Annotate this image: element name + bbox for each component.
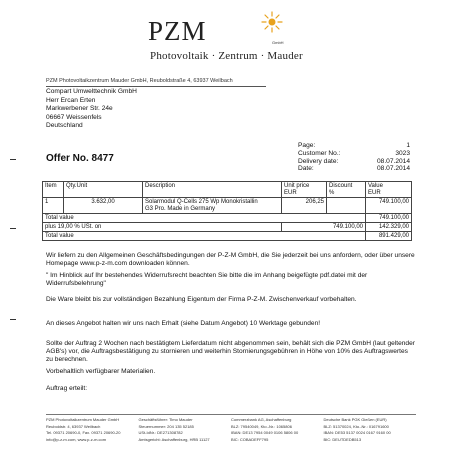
footer-line: Commerzbank AG, Aschaffenburg <box>231 417 292 422</box>
footer-line: IBAN: DE53 5137 0024 0167 9160 00 <box>323 430 391 436</box>
grand-total-value: 891.429,00 <box>366 232 412 241</box>
cell-value: 749.100,00 <box>366 198 412 214</box>
cell-description <box>143 198 282 214</box>
footer-line: BLZ: 79540049, Kto.-Nr.: 1065806 <box>231 423 292 429</box>
vat-label: plus 19,00 % USt. on <box>43 223 282 232</box>
sender-address-line: PZM Photovoltaikzentrum Mauder GmbH, Reuboldstraße 4, 63937 Weilbach <box>46 78 233 84</box>
meta-value: 08.07.2014 <box>376 157 410 165</box>
value-currency: EUR <box>368 189 381 196</box>
footer-line: Steuernummer: 204 135 52185 <box>138 423 194 429</box>
meta-value: 1 <box>406 142 410 149</box>
table-total-row <box>43 214 412 223</box>
ownership-paragraph: Die Ware bleibt bis zur vollständigen Bezahlung Eigentum der Firma P-Z-M. Zwischenverkauf vorbehalten. <box>46 296 357 303</box>
meta-value: 3023 <box>395 149 410 157</box>
description-line: G3 Pro. Made in Germany <box>145 205 216 212</box>
fold-mark <box>10 319 16 320</box>
value-label: Value <box>368 182 383 189</box>
cell-unit-price: 206,25 <box>282 198 327 214</box>
cell-item: 1 <box>43 198 64 214</box>
fold-mark <box>10 159 16 160</box>
footer-line: BIC: COBADEFF795 <box>231 436 269 442</box>
logo-gmbh: GmbH <box>272 40 284 45</box>
footer-line: info@p-z-m.com, www.p-z-m.com <box>46 436 107 442</box>
items-table <box>42 181 412 241</box>
footer-line: Amtsgericht: Aschaffenburg, HRB 11127 <box>138 436 210 442</box>
table-row <box>43 198 412 214</box>
meta-label: Customer No.: <box>298 149 341 157</box>
footer-line: USt-IdNr.: DE271308782 <box>138 430 183 436</box>
footer-line: Tel. 09371 20690-0, Fax. 09371 20690-20 <box>46 430 121 436</box>
vat-base: 749.100,00 <box>282 223 366 232</box>
company-logo-text: PZM <box>148 16 207 46</box>
cell-discount <box>327 198 366 214</box>
total-label: Total value <box>43 214 366 223</box>
cancellation-paragraph: Sollte der Auftrag 2 Wochen nach bestätigtem Lieferdatum nicht abgenommen sein, behält sich die PZM GmbH (laut geltender AGB's) vor, die Auftragsbestätigung zu stornieren und weiterhin Stornierungsgebühren in Höhe von 10% des Auftragswertes zu berechnen. <box>46 340 415 363</box>
recipient-line: Herr Ercan Erten <box>46 96 96 104</box>
col-header-item: Item <box>43 182 64 198</box>
meta-label: Date: <box>298 165 314 173</box>
meta-row-delivery <box>298 158 410 166</box>
col-header-description: Description <box>143 182 282 198</box>
footer-bank-2 <box>324 417 417 443</box>
recipient-line: Compart Umwelttechnik GmbH <box>46 88 137 95</box>
withdrawal-paragraph: " Im Hinblick auf Ihr bestehendes Widerrufsrecht beachten Sie bitte die im Anhang beigefügte pdf.datei mit der Widerrufsbelehrung" <box>46 272 368 287</box>
company-tagline: Photovoltaik · Zentrum · Mauder <box>150 50 303 62</box>
order-granted-label: Auftrag erteilt: <box>46 385 88 392</box>
footer-management <box>139 417 232 443</box>
table-header-row <box>43 182 412 198</box>
col-header-unit-price <box>282 182 327 198</box>
sender-divider <box>46 86 266 87</box>
discount-label: Discount <box>329 182 353 189</box>
meta-label: Page: <box>298 142 316 149</box>
description-line: Solarmodul Q-Cells 275 Wp Monokristallin <box>145 198 258 205</box>
sun-logo-icon <box>260 10 284 34</box>
footer-line: BLZ: 51370024, Kto.-Nr.: 016791600 <box>323 423 389 429</box>
meta-row-customer <box>298 150 410 158</box>
recipient-line: Markwerbener Str. 24e <box>46 105 113 113</box>
discount-unit: % <box>329 189 335 196</box>
col-header-value <box>366 182 412 198</box>
footer-line: Reuboldstr. 4, 63937 Weilbach <box>46 423 101 429</box>
footer-divider <box>46 414 416 415</box>
footer-company <box>46 417 139 443</box>
offer-title: Offer No. 8477 <box>46 153 114 164</box>
footer-line: Deutsche Bank PGK Gießen (EUR) <box>323 417 387 422</box>
footer-line: PZM Photovoltaikzentrum Mauder GmbH <box>46 417 120 422</box>
recipient-line: 06667 Weissenfels <box>46 113 102 121</box>
fold-mark <box>10 228 16 229</box>
meta-value: 08.07.2014 <box>376 165 410 173</box>
validity-paragraph: An dieses Angebot halten wir uns nach Erhalt (siehe Datum Angebot) 10 Werktage gebunden! <box>46 320 321 327</box>
footer-line: Geschäftsführer: Timo Mauder <box>138 417 193 422</box>
footer-line: IBAN: DE13 7954 0049 0106 5806 00 <box>231 430 299 436</box>
total-value: 749.100,00 <box>366 214 412 223</box>
meta-row-page <box>298 142 410 150</box>
recipient-line: Deutschland <box>46 122 83 130</box>
meta-label: Delivery date: <box>298 157 339 165</box>
terms-paragraph: Wir liefern zu den Allgemeinen Geschäftsbedingungen der P-Z-M GmbH, die Sie jederzeit bei uns anfordern, oder über unsere Homepage www.p-z-m.com downloaden können. <box>46 252 415 267</box>
table-grand-total-row <box>43 232 412 241</box>
table-vat-row <box>43 223 412 232</box>
grand-total-label: Total value <box>43 232 366 241</box>
recipient-address <box>46 88 137 131</box>
unit-price-currency: EUR <box>284 189 297 196</box>
document-meta <box>298 142 410 173</box>
cell-qty: 3.632,00 <box>64 198 143 214</box>
col-header-discount <box>327 182 366 198</box>
meta-row-date <box>298 165 410 173</box>
unit-price-label: Unit price <box>284 182 310 189</box>
col-header-qty: Qty.Unit <box>64 182 143 198</box>
footer-bank-1 <box>231 417 324 443</box>
materials-paragraph: Vorbehaltlich verfügbarer Materialien. <box>46 368 156 375</box>
footer-line: BIC: DEUTDEDB513 <box>323 436 362 442</box>
vat-value: 142.329,00 <box>366 223 412 232</box>
page-footer <box>46 417 416 443</box>
